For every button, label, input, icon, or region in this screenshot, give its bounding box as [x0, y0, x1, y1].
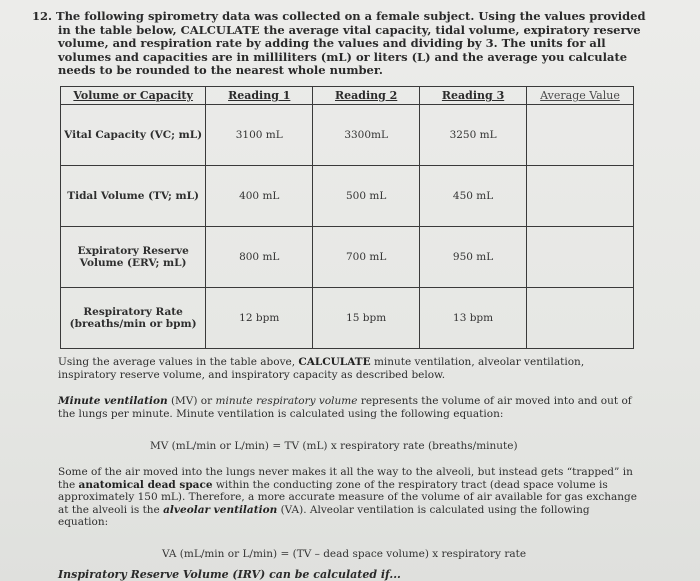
reading-cell: 500 mL — [313, 166, 420, 227]
alveolar-ventilation-equation: VA (mL/min or L/min) = (TV – dead space volume) x respiratory rate — [162, 548, 527, 560]
row-label — [61, 227, 206, 288]
reading-cell: 700 mL — [313, 227, 420, 288]
table-row-expiratory-reserve — [61, 227, 634, 288]
row-label-line2: (breaths/min or bpm) — [69, 318, 197, 330]
reading-cell: 400 mL — [206, 166, 313, 227]
cutoff-text: Inspiratory Reserve Volume (IRV) can be calculated if... — [58, 568, 401, 581]
table-header-row — [61, 87, 634, 105]
minute-ventilation-paragraph — [58, 395, 643, 420]
minute-ventilation-definition: represents the volume of air moved into and out of the lungs per minute. Minute ventilation is calculated using the following equation: — [58, 395, 632, 420]
table-row-tidal-volume — [61, 166, 634, 227]
question-text-before: The following spirometry data was collected on a female subject. Using the values provided in the table below, — [56, 9, 646, 37]
average-cell[interactable] — [527, 288, 634, 349]
alveolar-ventilation-term: alveolar ventilation — [163, 503, 278, 516]
average-cell[interactable] — [527, 166, 634, 227]
reading-cell: 3100 mL — [206, 105, 313, 166]
minute-ventilation-term: Minute ventilation — [58, 395, 168, 407]
anatomical-dead-space-term: anatomical dead space — [78, 478, 213, 491]
instruction-paragraph — [58, 356, 643, 381]
reading-cell: 15 bpm — [313, 288, 420, 349]
reading-cell: 12 bpm — [206, 288, 313, 349]
minute-ventilation-equation: MV (mL/min or L/min) = TV (mL) x respiratory rate (breaths/minute) — [150, 440, 518, 452]
table-row-vital-capacity — [61, 105, 634, 166]
table-row-respiratory-rate — [61, 288, 634, 349]
instruction-calculate-word: CALCULATE — [298, 356, 371, 368]
spirometry-table — [60, 86, 634, 349]
reading-cell: 3300mL — [313, 105, 420, 166]
row-label-line2: Volume (ERV; mL) — [79, 257, 187, 269]
minute-ventilation-alt-term: minute respiratory volume — [215, 395, 358, 407]
alveolar-text-2: within the conducting zone of the respiratory tract (dead space volume is approximately 150 mL). Therefore, a more accurate measure of the volume of air available for gas exchange at the alveoli is the — [58, 478, 637, 516]
alveolar-text-3: (VA). Alveolar ventilation is calculated using the following equation: — [58, 503, 590, 528]
reading-cell: 13 bpm — [420, 288, 527, 349]
question-text-after: the average vital capacity, tidal volume, expiratory reserve volume, and respiration rate by adding the values and dividing by 3. The units for all volumes and capacities are in milliliters (mL) or liters (L) and the average you calculate needs to be rounded to the nearest whole number. — [58, 22, 641, 77]
row-label — [61, 288, 206, 349]
row-label: Vital Capacity (VC; mL) — [61, 105, 206, 166]
alveolar-ventilation-paragraph — [58, 466, 643, 529]
question-calculate-word: CALCULATE — [180, 22, 260, 37]
header-average-value: Average Value — [527, 87, 634, 105]
reading-cell: 950 mL — [420, 227, 527, 288]
header-volume-or-capacity: Volume or Capacity — [61, 87, 206, 105]
row-label: Tidal Volume (TV; mL) — [61, 166, 206, 227]
instruction-after: minute ventilation, alveolar ventilation, inspiratory reserve volume, and inspiratory capacity as described below. — [58, 356, 585, 381]
average-cell[interactable] — [527, 227, 634, 288]
instruction-before: Using the average values in the table above, — [58, 356, 296, 368]
row-label-line1: Expiratory Reserve — [77, 245, 189, 257]
alveolar-text-1: Some of the air moved into the lungs never makes it all the way to the alveoli, but instead gets “trapped” in the — [58, 466, 633, 491]
reading-cell: 450 mL — [420, 166, 527, 227]
header-reading-2: Reading 2 — [313, 87, 420, 105]
header-reading-3: Reading 3 — [420, 87, 527, 105]
average-cell[interactable] — [527, 105, 634, 166]
minute-ventilation-abbr: (MV) or — [170, 395, 213, 407]
question-number: 12. — [32, 9, 53, 23]
question-12 — [32, 9, 648, 78]
row-label-line1: Respiratory Rate — [83, 306, 183, 318]
header-reading-1: Reading 1 — [206, 87, 313, 105]
reading-cell: 800 mL — [206, 227, 313, 288]
reading-cell: 3250 mL — [420, 105, 527, 166]
